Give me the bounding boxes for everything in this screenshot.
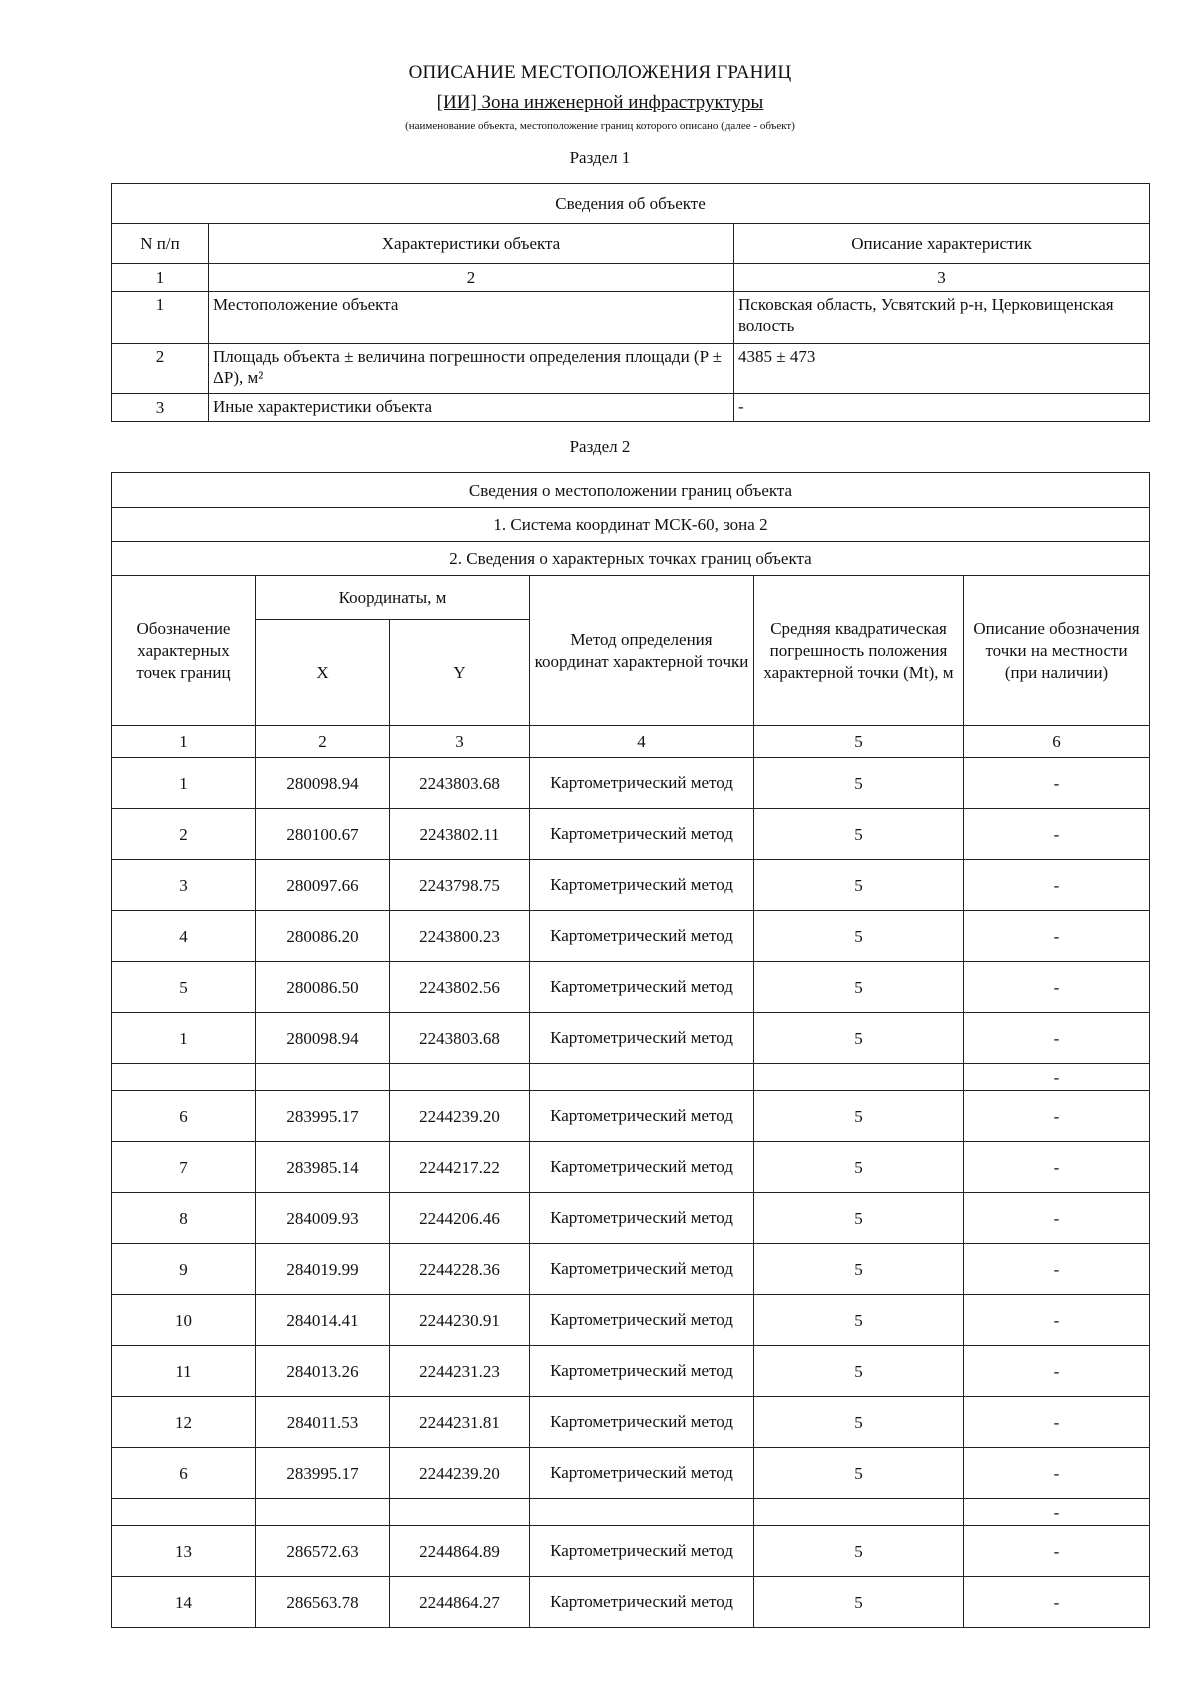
object-name-note: (наименование объекта, местоположение границ которого описано (далее - объект) <box>405 120 795 132</box>
point-desc: - <box>964 962 1150 1013</box>
point-number: 3 <box>112 860 256 911</box>
point-number: 9 <box>112 1244 256 1295</box>
point-mt: 5 <box>754 809 964 860</box>
table-row <box>112 292 1150 344</box>
point-number: 8 <box>112 1193 256 1244</box>
characteristic-cell: Площадь объекта ± величина погрешности определения площади (P ± ΔP), м² <box>209 344 734 394</box>
point-method: Картометрический метод <box>530 1448 754 1499</box>
description-cell: 4385 ± 473 <box>734 344 1150 394</box>
point-mt: 5 <box>754 1448 964 1499</box>
col-header-description: Описание характеристик <box>734 224 1150 264</box>
point-x: 280098.94 <box>256 758 390 809</box>
point-y: 2244239.20 <box>390 1448 530 1499</box>
point-method: Картометрический метод <box>530 911 754 962</box>
point-number: 6 <box>112 1448 256 1499</box>
point-desc: - <box>964 809 1150 860</box>
object-info-title: Сведения об объекте <box>112 184 1150 224</box>
point-method: Картометрический метод <box>530 1295 754 1346</box>
point-method: Картометрический метод <box>530 1346 754 1397</box>
point-y <box>390 1064 530 1091</box>
header-mt: Средняя квадратическая погрешность положения характерной точки (Mt), м <box>754 576 964 726</box>
table-row <box>112 344 1150 394</box>
point-y: 2244206.46 <box>390 1193 530 1244</box>
table-row <box>112 1091 1150 1142</box>
point-number <box>112 1499 256 1526</box>
col-number-cell: 3 <box>734 264 1150 292</box>
table-row <box>112 1295 1150 1346</box>
point-number: 4 <box>112 911 256 962</box>
boundary-info-title: Сведения о местоположении границ объекта <box>112 473 1150 508</box>
point-mt: 5 <box>754 860 964 911</box>
section1-label: Раздел 1 <box>569 148 631 167</box>
point-number: 10 <box>112 1295 256 1346</box>
point-desc: - <box>964 1577 1150 1628</box>
point-method: Картометрический метод <box>530 1526 754 1577</box>
point-x: 283995.17 <box>256 1091 390 1142</box>
point-desc: - <box>964 1526 1150 1577</box>
point-method: Картометрический метод <box>530 1193 754 1244</box>
point-desc: - <box>964 1448 1150 1499</box>
point-x: 286563.78 <box>256 1577 390 1628</box>
point-y: 2244230.91 <box>390 1295 530 1346</box>
point-mt: 5 <box>754 1193 964 1244</box>
table-row <box>112 1526 1150 1577</box>
point-y: 2243798.75 <box>390 860 530 911</box>
point-number: 11 <box>112 1346 256 1397</box>
point-x: 280100.67 <box>256 809 390 860</box>
point-number: 5 <box>112 962 256 1013</box>
characteristic-cell: Местоположение объекта <box>209 292 734 344</box>
boundary-points-table <box>111 472 1150 1628</box>
point-desc: - <box>964 911 1150 962</box>
point-desc: - <box>964 1499 1150 1526</box>
point-mt: 5 <box>754 1346 964 1397</box>
point-method: Картометрический метод <box>530 1013 754 1064</box>
point-mt: 5 <box>754 962 964 1013</box>
point-desc: - <box>964 1295 1150 1346</box>
point-mt: 5 <box>754 911 964 962</box>
point-number: 12 <box>112 1397 256 1448</box>
point-desc: - <box>964 758 1150 809</box>
description-cell: - <box>734 394 1150 422</box>
header-y: Y <box>390 620 530 726</box>
point-method: Картометрический метод <box>530 809 754 860</box>
point-y: 2244217.22 <box>390 1142 530 1193</box>
point-x: 280098.94 <box>256 1013 390 1064</box>
object-info-table <box>111 183 1150 422</box>
point-x: 284009.93 <box>256 1193 390 1244</box>
point-number: 1 <box>112 1013 256 1064</box>
point-y: 2243802.11 <box>390 809 530 860</box>
row-number: 2 <box>112 344 209 394</box>
table-row <box>112 911 1150 962</box>
point-y: 2243802.56 <box>390 962 530 1013</box>
section2-label: Раздел 2 <box>569 437 631 456</box>
points-body <box>112 758 1150 1628</box>
point-number: 13 <box>112 1526 256 1577</box>
table-row <box>112 758 1150 809</box>
table-row <box>112 1142 1150 1193</box>
point-mt: 5 <box>754 1295 964 1346</box>
header-x: X <box>256 620 390 726</box>
point-mt: 5 <box>754 758 964 809</box>
point-x: 280097.66 <box>256 860 390 911</box>
point-y: 2243803.68 <box>390 1013 530 1064</box>
point-number: 7 <box>112 1142 256 1193</box>
point-x: 283985.14 <box>256 1142 390 1193</box>
point-x: 284014.41 <box>256 1295 390 1346</box>
col-number-cell: 2 <box>209 264 734 292</box>
point-number: 14 <box>112 1577 256 1628</box>
row-number: 1 <box>112 292 209 344</box>
col-number-cell: 6 <box>964 726 1150 758</box>
point-mt: 5 <box>754 1091 964 1142</box>
table-row <box>112 1193 1150 1244</box>
col-number-cell: 4 <box>530 726 754 758</box>
point-x: 280086.50 <box>256 962 390 1013</box>
point-x: 284011.53 <box>256 1397 390 1448</box>
table-row <box>112 1346 1150 1397</box>
col-number-cell: 5 <box>754 726 964 758</box>
point-y: 2244228.36 <box>390 1244 530 1295</box>
point-number: 1 <box>112 758 256 809</box>
point-method: Картометрический метод <box>530 1244 754 1295</box>
point-x: 280086.20 <box>256 911 390 962</box>
table-row <box>112 809 1150 860</box>
point-y: 2244864.27 <box>390 1577 530 1628</box>
point-y: 2244231.81 <box>390 1397 530 1448</box>
coord-system: 1. Система координат МСК-60, зона 2 <box>112 508 1150 542</box>
object-name-line <box>0 92 1200 114</box>
point-y <box>390 1499 530 1526</box>
table-row <box>112 1397 1150 1448</box>
point-x <box>256 1064 390 1091</box>
point-mt: 5 <box>754 1397 964 1448</box>
point-desc: - <box>964 1091 1150 1142</box>
point-number: 6 <box>112 1091 256 1142</box>
point-method: Картометрический метод <box>530 962 754 1013</box>
table-row <box>112 962 1150 1013</box>
point-desc: - <box>964 1346 1150 1397</box>
point-y: 2244231.23 <box>390 1346 530 1397</box>
document-title: ОПИСАНИЕ МЕСТОПОЛОЖЕНИЯ ГРАНИЦ <box>408 62 792 83</box>
point-y: 2244864.89 <box>390 1526 530 1577</box>
points-title: 2. Сведения о характерных точках границ объекта <box>112 542 1150 576</box>
point-desc: - <box>964 1397 1150 1448</box>
col-header-number: N п/п <box>112 224 209 264</box>
point-desc: - <box>964 1064 1150 1091</box>
point-desc: - <box>964 1193 1150 1244</box>
col-header-characteristic: Характеристики объекта <box>209 224 734 264</box>
point-method: Картометрический метод <box>530 1091 754 1142</box>
point-x <box>256 1499 390 1526</box>
point-method: Картометрический метод <box>530 758 754 809</box>
table-row <box>112 394 1150 422</box>
description-cell: Псковская область, Усвятский р-н, Церковищенская волость <box>734 292 1150 344</box>
point-x: 286572.63 <box>256 1526 390 1577</box>
point-mt: 5 <box>754 1526 964 1577</box>
row-number: 3 <box>112 394 209 422</box>
table-row <box>112 1448 1150 1499</box>
point-method <box>530 1064 754 1091</box>
table-row <box>112 1064 1150 1091</box>
table-row <box>112 1499 1150 1526</box>
table-row <box>112 1244 1150 1295</box>
table-row <box>112 860 1150 911</box>
header-designation: Обозначение характерных точек границ <box>112 576 256 726</box>
col-number-cell: 3 <box>390 726 530 758</box>
point-method: Картометрический метод <box>530 1577 754 1628</box>
col-number-cell: 1 <box>112 726 256 758</box>
col-number-cell: 2 <box>256 726 390 758</box>
object-name: [ИИ] Зона инженерной инфраструктуры <box>436 92 764 113</box>
point-method: Картометрический метод <box>530 860 754 911</box>
point-mt: 5 <box>754 1142 964 1193</box>
point-y: 2244239.20 <box>390 1091 530 1142</box>
header-coords: Координаты, м <box>256 576 530 620</box>
col-number-cell: 1 <box>112 264 209 292</box>
point-y: 2243803.68 <box>390 758 530 809</box>
point-number <box>112 1064 256 1091</box>
table-row <box>112 1013 1150 1064</box>
point-mt: 5 <box>754 1577 964 1628</box>
point-method <box>530 1499 754 1526</box>
point-desc: - <box>964 1013 1150 1064</box>
characteristic-cell: Иные характеристики объекта <box>209 394 734 422</box>
point-method: Картометрический метод <box>530 1142 754 1193</box>
point-x: 283995.17 <box>256 1448 390 1499</box>
point-x: 284013.26 <box>256 1346 390 1397</box>
point-mt <box>754 1064 964 1091</box>
point-y: 2243800.23 <box>390 911 530 962</box>
point-desc: - <box>964 860 1150 911</box>
point-desc: - <box>964 1244 1150 1295</box>
header-desc: Описание обозначения точки на местности (при наличии) <box>964 576 1150 726</box>
point-mt: 5 <box>754 1244 964 1295</box>
point-mt: 5 <box>754 1013 964 1064</box>
point-number: 2 <box>112 809 256 860</box>
point-desc: - <box>964 1142 1150 1193</box>
header-method: Метод определения координат характерной точки <box>530 576 754 726</box>
table-row <box>112 1577 1150 1628</box>
point-x: 284019.99 <box>256 1244 390 1295</box>
point-mt <box>754 1499 964 1526</box>
point-method: Картометрический метод <box>530 1397 754 1448</box>
